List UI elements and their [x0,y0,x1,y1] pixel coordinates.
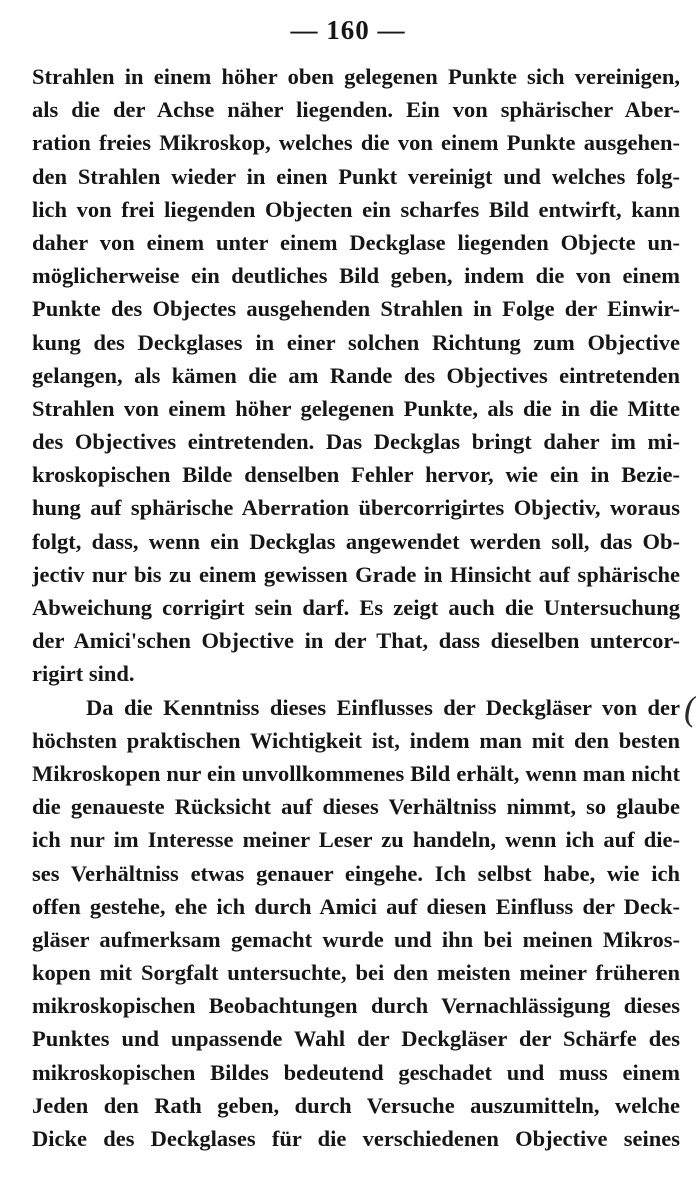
text-line: jectiv nur bis zu einem gewissen Grade in Hinsicht auf sphärische [32,561,680,587]
paragraph-2 [32,691,680,1156]
text-line: Punktes und unpassende Wahl der Deckgläser der Schärfe des [32,1026,680,1052]
text-line: kung des Deckglases in einer solchen Richtung zum Objective [32,329,680,355]
text-line: daher von einem unter einem Deckglase liegenden Objecte un- [32,229,680,255]
paragraph-1 [32,60,680,691]
text-line: kopen mit Sorgfalt untersuchte, bei den meisten meiner früheren [32,960,680,986]
page-number: — 160 — [290,15,406,45]
text-line: lich von frei liegenden Objecten ein scharfes Bild entwirft, kann [32,196,680,222]
text-line: die genaueste Rücksicht auf dieses Verhältniss nimmt, so glaube [32,794,680,820]
text-line: höchsten praktischen Wichtigkeit ist, indem man mit den besten [32,727,680,753]
text-line: Strahlen in einem höher oben gelegenen Punkte sich vereinigen, [32,64,680,89]
text-line: gelangen, als kämen die am Rande des Objectives eintretenden [32,362,680,388]
margin-mark: ( [684,688,696,728]
text-line: Abweichung corrigirt sein darf. Es zeigt auch die Untersuchung [32,595,680,620]
text-line: mikroskopischen Bildes bedeutend geschadet und muss einem [32,1059,680,1085]
text-line: hung auf sphärische Aberration übercorrigirtes Objectiv, woraus [32,495,680,521]
text-line: Jeden den Rath geben, durch Versuche auszumitteln, welche [32,1092,680,1118]
text-line: ich nur im Interesse meiner Leser zu handeln, wenn ich auf die- [32,827,680,853]
text-line: kroskopischen Bilde denselben Fehler hervor, wie ein in Bezie- [32,462,680,488]
text-line: folgt, dass, wenn ein Deckglas angewendet werden soll, das Ob- [32,528,680,554]
text-line: als die der Achse näher liegenden. Ein von sphärischer Aber- [32,97,680,123]
text-line: mikroskopischen Beobachtungen durch Vernachlässigung dieses [32,993,680,1019]
body-text [32,60,680,1155]
text-line: des Objectives eintretenden. Das Deckglas bringt daher im mi- [32,429,680,455]
text-line: ration freies Mikroskop, welches die von einem Punkte ausgehen- [32,130,680,156]
text-line: der Amici'schen Objective in der That, dass dieselben untercor- [32,628,680,654]
text-line: möglicherweise ein deutliches Bild geben, indem die von einem [32,263,680,289]
text-line: Mikroskopen nur ein unvollkommenes Bild erhält, wenn man nicht [32,760,680,786]
text-line: Da die Kenntniss dieses Einflusses der Deckgläser von der [86,694,680,720]
text-line: Punkte des Objectes ausgehenden Strahlen in Folge der Einwir- [32,296,680,322]
text-line: Strahlen von einem höher gelegenen Punkte, als die in die Mitte [32,395,680,421]
text-line: rigirt sind. [32,661,135,687]
text-line: Dicke des Deckglases für die verschiedenen Objective seines [32,1126,680,1151]
text-line: offen gestehe, ehe ich durch Amici auf diesen Einfluss der Deck- [32,893,680,919]
text-line: gläser aufmerksam gemacht wurde und ihn bei meinen Mikros- [32,926,680,952]
text-line: ses Verhältniss etwas genauer eingehe. Ich selbst habe, wie ich [32,860,680,886]
text-line: den Strahlen wieder in einen Punkt vereinigt und welches folg- [32,163,680,189]
